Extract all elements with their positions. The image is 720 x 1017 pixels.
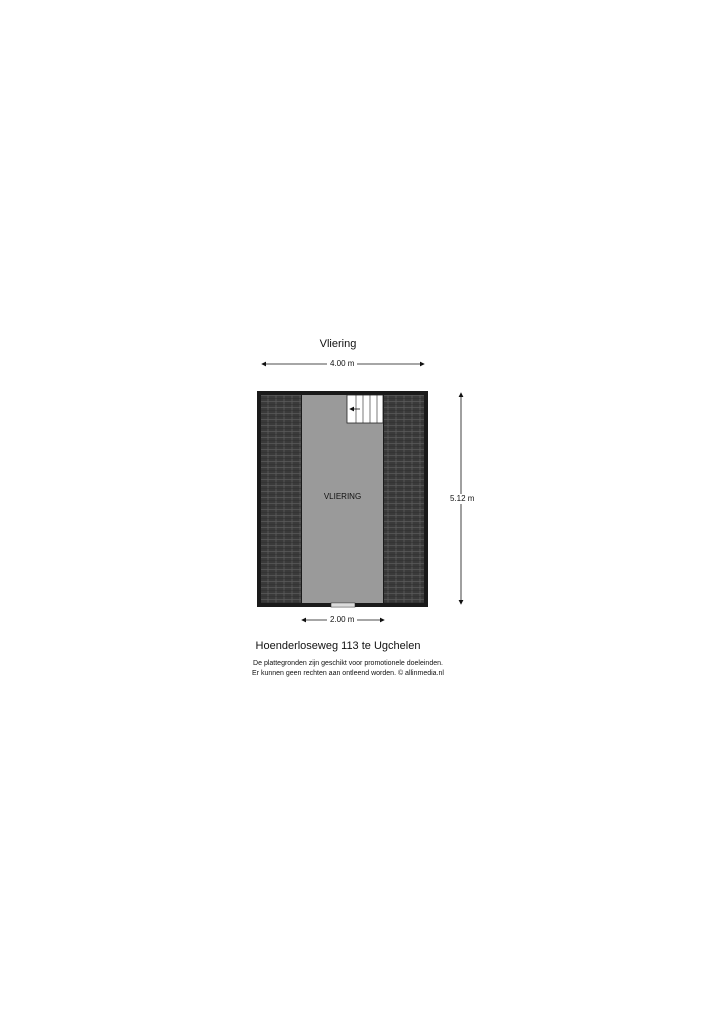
dimension-label-bottom: 2.00 m — [327, 615, 357, 625]
disclaimer-line-1: De plattegronden zijn geschikt voor promotionele doeleinden. — [253, 660, 443, 667]
roof-tiles-right — [384, 395, 424, 603]
address-caption: Hoenderloseweg 113 te Ugchelen — [255, 640, 421, 652]
roof-tiles-left — [261, 395, 301, 603]
disclaimer — [0, 659, 696, 679]
stair-icon — [347, 395, 383, 423]
dimension-label-top: 4.00 m — [327, 359, 357, 369]
floor-title: Vliering — [319, 338, 357, 350]
disclaimer-line-2: Er kunnen geen rechten aan ontleend worden. © allinmedia.nl — [252, 670, 444, 677]
dimension-label-right: 5.12 m — [447, 494, 477, 504]
room-label: VLIERING — [323, 492, 362, 501]
window-icon — [331, 603, 355, 607]
